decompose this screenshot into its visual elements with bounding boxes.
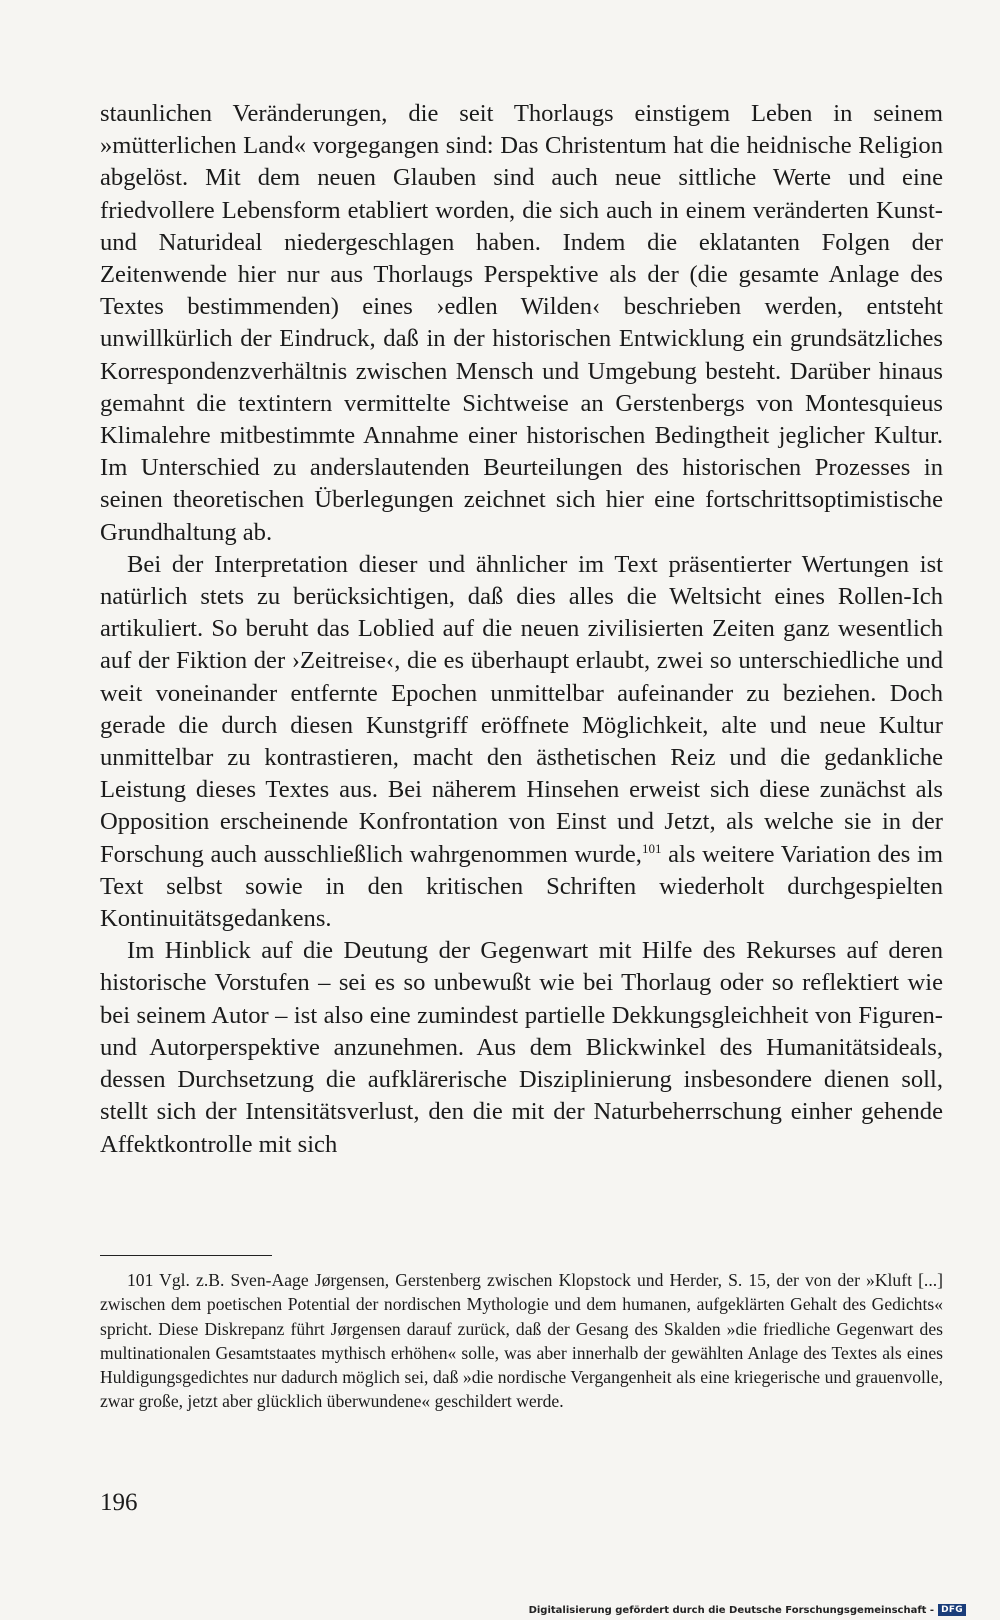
footnote-101: 101 Vgl. z.B. Sven-Aage Jørgensen, Gerstenberg zwischen Klopstock und Herder, S. 15, der von der »Kluft [...] zwischen dem poetischen Potential der nordischen Mythologie und dem humanen, aufgeklärten Gehalt des Gedichts« spricht. Diese Diskrepanz führt Jørgensen darauf zurück, daß der Gesang des Skalden »die friedliche Gegenwart des multinationalen Gesamtstaates mythisch erhöhen« solle, was aber innerhalb der gewählten Anlage des Textes als eines Huldigungsgedichtes nur dadurch möglich sei, daß »die nordische Vergangenheit als eine kriegerische und grauenvolle, zwar große, jetzt aber glücklich überwundene« geschildert werde.	[100, 1270, 943, 1412]
paragraph-2	[100, 549, 943, 935]
footnote-reference[interactable]: 101	[641, 840, 662, 856]
digitization-credit	[529, 1604, 966, 1616]
paragraph-2-text-b: als weitere Variation des im Text selbst sowie in den kritischen Schriften wiederholt durchgespielten Kontinuitätsgedankens.	[100, 840, 943, 933]
dfg-logo-icon: DFG	[938, 1604, 966, 1616]
paragraph-1: staunlichen Veränderungen, die seit Thorlaugs einstigem Leben in seinem »mütterlichen Land« vorgegangen sind: Das Christentum hat die heidnische Religion abgelöst. Mit dem neuen Glauben sind auch neue sittliche Werte und eine friedvollere Lebensform etabliert worden, die sich auch in einem veränderten Kunst- und Naturideal niedergeschlagen haben. Indem die eklatanten Folgen der Zeitenwende hier nur aus Thorlaugs Perspektive als der (die gesamte Anlage des Textes bestimmenden) eines ›edlen Wilden‹ beschrieben werden, entsteht unwillkürlich der Eindruck, daß in der historischen Entwicklung ein grundsätzliches Korrespondenzverhältnis zwischen Mensch und Umgebung besteht. Darüber hinaus gemahnt die textintern vermittelte Sichtweise an Gerstenbergs von Montesquieus Klimalehre mitbestimmte Annahme einer historischen Bedingtheit jeglicher Kultur. Im Unterschied zu anderslautenden Beurteilungen des historischen Prozesses in seinen theoretischen Überlegungen zeichnet sich hier eine fortschrittsoptimistische Grundhaltung ab.	[100, 100, 943, 546]
page-number: 196	[100, 1489, 138, 1516]
main-text	[100, 98, 943, 1161]
credit-text: Digitalisierung gefördert durch die Deutsche Forschungsgemeinschaft -	[528, 1604, 935, 1616]
paragraph-2-text-a: Bei der Interpretation dieser und ähnlicher im Text präsentierter Wertungen ist natürlich stets zu berücksichtigen, daß dies alles die Weltsicht eines Rollen-Ich artikuliert. So beruht das Loblied auf die neuen zivilisierten Zeiten ganz wesentlich auf der Fiktion der ›Zeitreise‹, die es überhaupt erlaubt, zwei so unterschiedliche und weit voneinander entfernte Epochen unmittelbar aufeinander zu beziehen. Doch gerade die durch diesen Kunstgriff eröffnete Möglichkeit, alte und neue Kultur unmittelbar zu kontrastieren, macht den ästhetischen Reiz und die gedankliche Leistung dieses Textes aus. Bei näherem Hinsehen erweist sich diese zunächst als Opposition erscheinende Konfrontation von Einst und Jetzt, als welche sie in der Forschung auch ausschließlich wahrgenommen wurde,	[100, 550, 943, 868]
paragraph-3: Im Hinblick auf die Deutung der Gegenwart mit Hilfe des Rekurses auf deren historische Vorstufen – sei es so unbewußt wie bei Thorlaug oder so reflektiert wie bei seinem Autor – ist also eine zumindest partielle Dekkungsgleichheit von Figuren- und Autorperspektive anzunehmen. Aus dem Blickwinkel des Humanitätsideals, dessen Durchsetzung die aufklärerische Disziplinierung insbesondere dienen soll, stellt sich der Intensitätsverlust, den die mit der Naturbeherrschung einher gehende Affektkontrolle mit sich	[100, 937, 943, 1158]
footnote-separator	[100, 1255, 272, 1256]
